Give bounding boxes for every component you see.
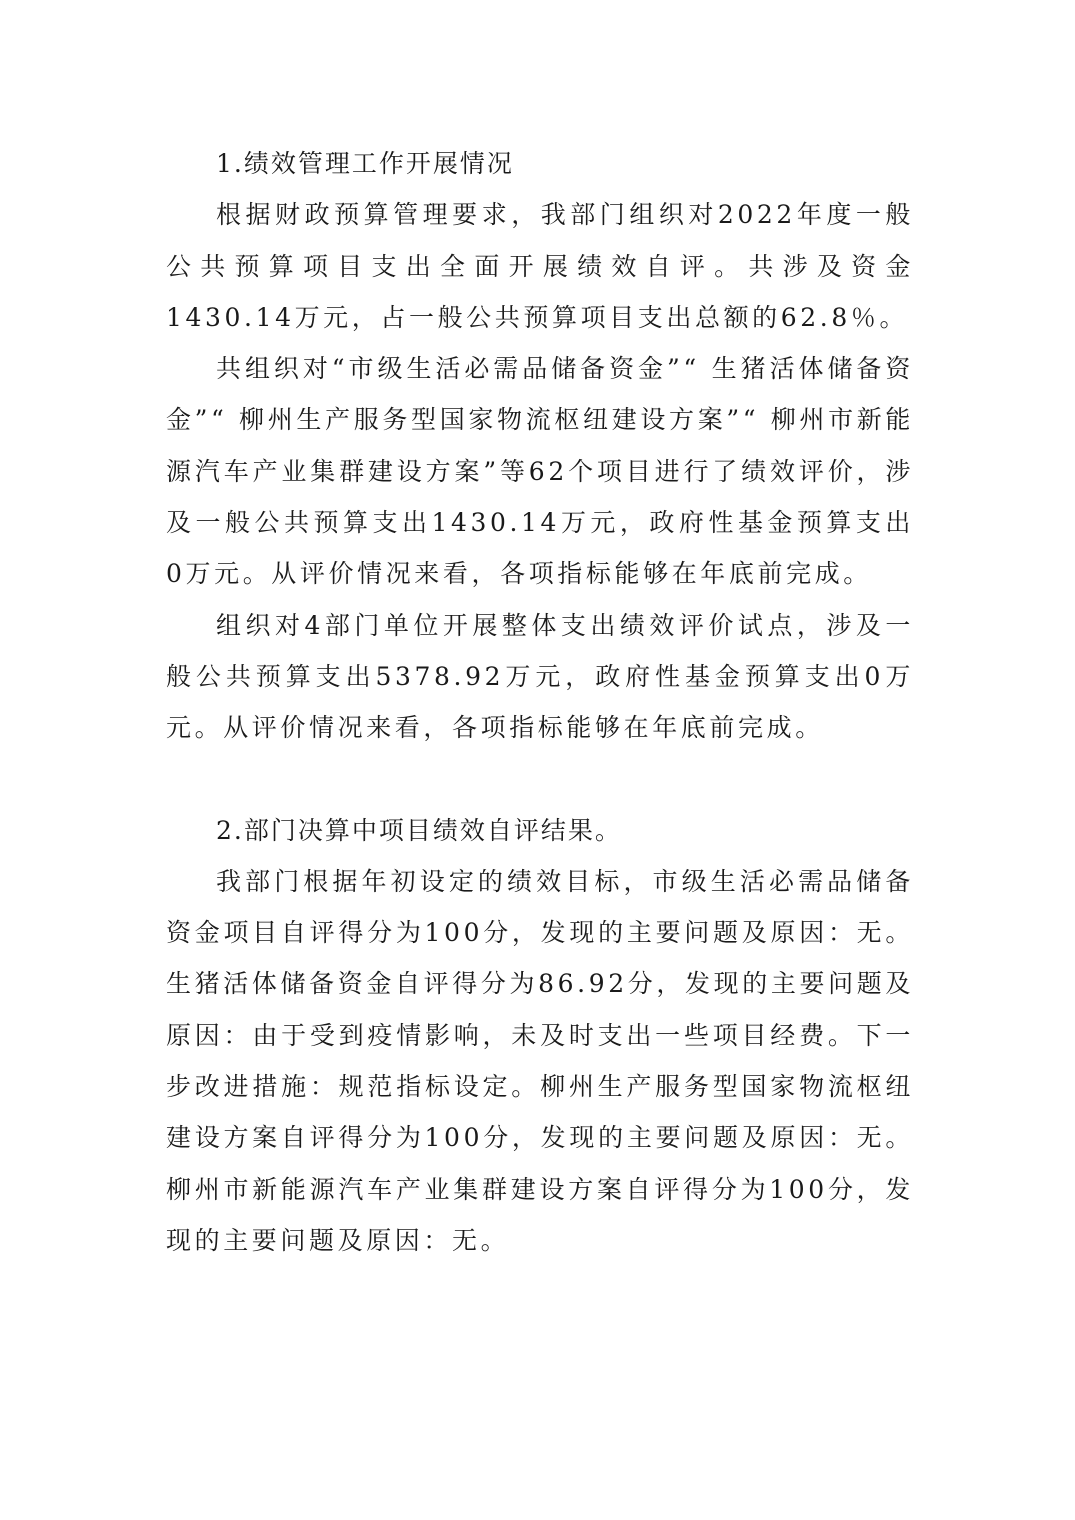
document-body [166, 138, 914, 1266]
section1-heading: 1.绩效管理工作开展情况 [216, 149, 514, 178]
section1-paragraph-1: 根据财政预算管理要求，我部门组织对2022年度一般公共预算项目支出全面开展绩效自评。共涉及资金1430.14万元，占一般公共预算项目支出总额的62.8％。 [166, 200, 914, 332]
section1-paragraph-2: 共组织对“市级生活必需品储备资金”“ 生猪活体储备资金”“ 柳州生产服务型国家物流枢纽建设方案”“ 柳州市新能源汽车产业集群建设方案”等62个项目进行了绩效评价，涉及一般公共预算支出1430.14万元，政府性基金预算支出0万元。从评价情况来看，各项指标能够在年底前完成。 [166, 354, 914, 589]
section2-heading: 2.部门决算中项目绩效自评结果。 [216, 815, 622, 845]
section-gap [166, 754, 914, 805]
section1-paragraph-3: 组织对4部门单位开展整体支出绩效评价试点，涉及一般公共预算支出5378.92万元，政府性基金预算支出0万元。从评价情况来看，各项指标能够在年底前完成。 [166, 610, 914, 743]
section2-paragraph-1: 我部门根据年初设定的绩效目标，市级生活必需品储备资金项目自评得分为100分，发现的主要问题及原因：无。生猪活体储备资金自评得分为86.92分，发现的主要问题及原因：由于受到疫情影响，未及时支出一些项目经费。下一步改进措施：规范指标设定。柳州生产服务型国家物流枢纽建设方案自评得分为100分，发现的主要问题及原因：无。柳州市新能源汽车产业集群建设方案自评得分为100分，发现的主要问题及原因：无。 [166, 866, 914, 1255]
